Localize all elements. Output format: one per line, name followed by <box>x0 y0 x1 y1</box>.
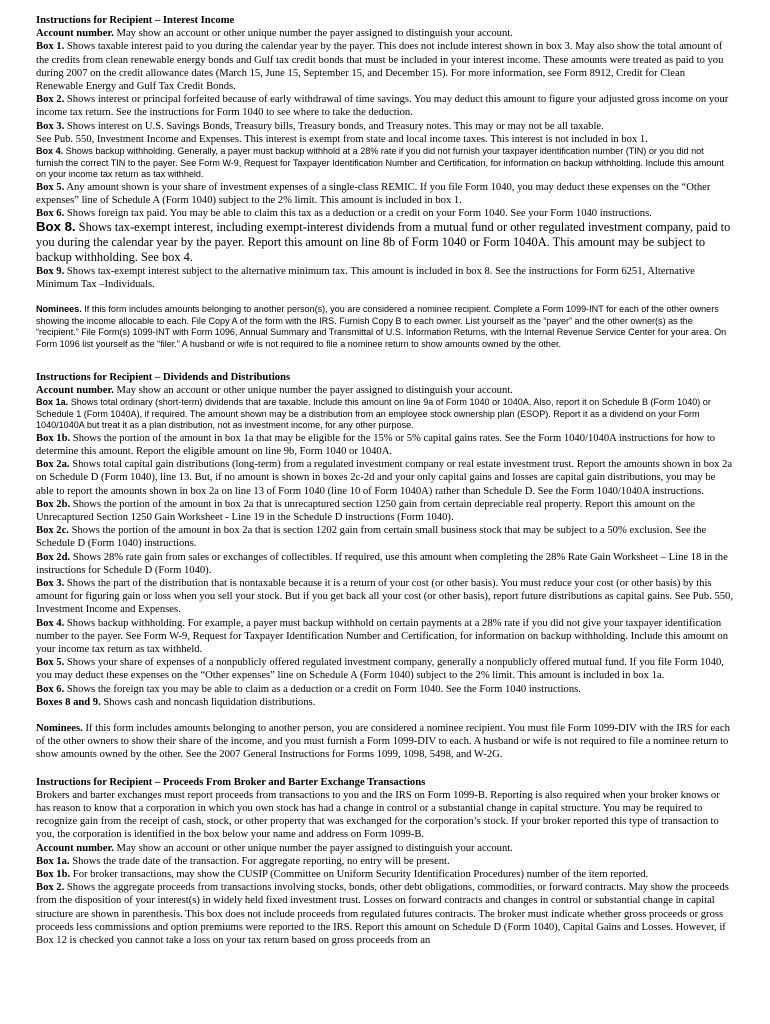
dividends-box6: Box 6. Shows the foreign tax you may be able to claim as a deduction or a credit on Form 1040. See the Form 1040 instructions. <box>36 683 581 695</box>
dividends-box1a: Box 1a. Shows total ordinary (short-term) dividends that are taxable. Include this amount on line 9a of Form 1040 or 1040A. Also, report it on Schedule B (Form 1040) or Schedule 1 (Form 1040A), if required. The amount shown may be a distribution from an employee stock ownership plan (ESOP). Report it as a dividend on your Form 1040/1040A but treat it as a plan distribution, not as investment income, for any other purpose. <box>36 397 711 431</box>
spacer <box>36 762 733 776</box>
dividends-box4: Box 4. Shows backup withholding. For example, a payer must backup withhold on certain payments at a 28% rate if you did not give your taxpayer identification number to the payer. See Form W-9, Request for Taxpayer Identification Number and Certification, for information on backup withholding. Include this amount on your income tax return as tax withheld. <box>36 617 729 656</box>
interest-box3: Box 3. Shows interest on U.S. Savings Bonds, Treasury bills, Treasury bonds, and Treasury notes. This may or may not be all taxable. <box>36 120 604 132</box>
dividends-box2b: Box 2b. Shows the portion of the amount in box 2a that is unrecaptured section 1250 gain from certain depreciable real property. Report this amount on the Unrecaptured Section 1250 Gain Worksheet - Line 19 in the Schedule D instructions (Form 1040). <box>36 498 695 523</box>
dividends-heading: Instructions for Recipient – Dividends and Distributions <box>36 371 291 383</box>
broker-heading: Instructions for Recipient – Proceeds From Broker and Barter Exchange Transactions <box>36 776 426 788</box>
interest-box4: Box 4. Shows backup withholding. Generally, a payer must backup withhold at a 28% rate if you did not furnish your taxpayer identification number (TIN) or you did not furnish the correct TIN to the payer. See Form W-9, Request for Taxpayer Identification Number and Certification, for information on backup withholding. Include this amount on your income tax return as tax withheld. <box>36 146 724 180</box>
dividends-box5: Box 5. Shows your share of expenses of a nonpublicly offered regulated investment company, generally a nonpublicly offered mutual fund. If you file Form 1040, you may deduct these expenses on the “Other expenses” line on Schedule A (Form 1040) subject to the 2% limit. This amount is included in box 1a. <box>36 657 724 682</box>
dividends-nominees: Nominees. If this form includes amounts belonging to another person, you are considered a nominee recipient. You must file Form 1099-DIV with the IRS for each of the other owners to show their share of the income, and you must furnish a Form 1099-DIV to each. A husband or wife is not required to file a nominee return to show amounts owned by the other. See the 2007 General Instructions for Forms 1099, 1098, 5498, and W-2G. <box>36 723 730 761</box>
broker-account-number: Account number. May show an account or other unique number the payer assigned to distinguish your account. <box>36 842 513 854</box>
interest-account-number: Account number. May show an account or other unique number the payer assigned to distinguish your account. <box>36 28 513 40</box>
dividends-box2c: Box 2c. Shows the portion of the amount in box 2a that is section 1202 gain from certain small business stock that may be subject to a 50% exclusion. See the Schedule D (Form 1040) instructions. <box>36 525 707 550</box>
broker-intro: Brokers and barter exchanges must report proceeds from transactions to you and the IRS on Form 1099-B. Reporting is also required when your broker knows or has reason to know that a corporation in which you own stock has had a change in control or a substantial change in capital structure. You may be required to recognize gain from the receipt of cash, stock, or other property that was exchanged for the corporation’s stock. If your broker reported this type of transaction to you, the corporation is identified in the box below your name and address on Form 1099-B. <box>36 789 720 841</box>
spacer <box>36 351 733 371</box>
interest-section <box>36 14 733 146</box>
dividends-section-cont <box>36 432 733 762</box>
interest-nominees: Nominees. If this form includes amounts belonging to another person(s), you are considered a nominee recipient. Complete a Form 1099-INT for each of the other owners showing the income allocable to each. File Copy A of the form with the IRS. Furnish Copy B to each owner. List yourself as the “payer” and the other owner(s) as the “recipient.” File Form(s) 1099-INT with Form 1096, Annual Summary and Transmittal of U.S. Information Returns, with the Internal Revenue Service Center for your area. On Form 1096 list yourself as the “filer.” A husband or wife is not required to file a nominee return to show amounts owned by the other. <box>36 304 727 349</box>
interest-box5: Box 5. Any amount shown is your share of investment expenses of a single-class REMIC. If you file Form 1040, you may deduct these expenses on the “Other expenses” line of Schedule A (Form 1040) subject to the 2% limit. This amount is included in box 1. <box>36 181 711 207</box>
interest-section-cont <box>36 181 733 221</box>
broker-box2: Box 2. Shows the aggregate proceeds from transactions involving stocks, bonds, other debt obligations, commodities, or forward contracts. May show the proceeds from the disposition of your interest(s) in widely held fixed investment trust. Losses on forward contracts and changes in control or substantial change in capital structure are shown in parenthesis. This box does not include proceeds from regulated futures contracts. The broker must indicate whether gross proceeds or gross proceeds less commissions and option premiums were reported to the IRS. Report this amount on Schedule D (Form 1040), Capital Gains and Losses. However, if Box 12 is checked you cannot take a loss on your tax return based on gross proceeds from an <box>36 882 729 947</box>
dividends-section <box>36 371 733 397</box>
interest-box9: Box 9. Shows tax-exempt interest subject to the alternative minimum tax. This amount is included in box 8. See the instructions for Form 6251, Alternative Minimum Tax –Individuals. <box>36 265 695 291</box>
dividends-box3: Box 3. Shows the part of the distribution that is nontaxable because it is a return of your cost (or other basis). You must reduce your cost (or other basis) by this amount for figuring gain or loss when you sell your stock. But if you get back all your cost (or other basis), report future distributions as capital gains. See Pub. 550, Investment Income and Expenses. <box>36 578 733 616</box>
dividends-box2d: Box 2d. Shows 28% rate gain from sales or exchanges of collectibles. If required, use this amount when completing the 28% Rate Gain Worksheet – Line 18 in the instructions for Schedule D (Form 1040). <box>36 551 728 576</box>
dividends-account-number: Account number. May show an account or other unique number the payer assigned to distinguish your account. <box>36 384 513 396</box>
broker-section <box>36 776 733 948</box>
interest-box9-wrap <box>36 265 733 291</box>
spacer <box>36 291 733 304</box>
interest-heading: Instructions for Recipient – Interest Income <box>36 15 235 26</box>
instructions-page <box>36 14 733 947</box>
spacer <box>36 709 733 722</box>
interest-box8: Box 8. Shows tax-exempt interest, including exempt-interest dividends from a mutual fund or other regulated investment company, paid to you during the calendar year by the payer. Report this amount on line 8b of Form 1040 or Form 1040A. This amount may be subject to backup withholding. See box 4. <box>36 219 731 265</box>
interest-box6: Box 6. Shows foreign tax paid. You may be able to claim this tax as a deduction or a credit on your Form 1040. See your Form 1040 instructions. <box>36 208 652 220</box>
dividends-box1b: Box 1b. Shows the portion of the amount in box 1a that may be eligible for the 15% or 5% capital gains rates. See the Form 1040/1040A instructions for how to determine this amount. Report the eligible amount on line 9b, Form 1040 or 1040A. <box>36 432 716 457</box>
interest-box3-cont: See Pub. 550, Investment Income and Expenses. This interest is exempt from state and local income taxes. This interest is not included in box 1. <box>36 133 648 145</box>
interest-box2: Box 2. Shows interest or principal forfeited because of early withdrawal of time savings. You may deduct this amount to figure your adjusted gross income on your income tax return. See the instructions for Form 1040 to see where to take the deduction. <box>36 94 729 119</box>
broker-box1b: Box 1b. For broker transactions, may show the CUSIP (Committee on Uniform Security Identification Procedures) number of the item reported. <box>36 869 649 881</box>
broker-box1a: Box 1a. Shows the trade date of the transaction. For aggregate reporting, no entry will be present. <box>36 855 450 867</box>
interest-box1: Box 1. Shows taxable interest paid to you during the calendar year by the payer. This does not include interest shown in box 3. May also show the total amount of the credits from clean renewable energy bonds and Gulf tax credit bonds that must be included in your interest income. These amounts were treated as paid to you during 2007 on the credit allowance dates (March 15, June 15, September 15, and December 15). For more information, see Form 8912, Credit for Clean Renewable Energy and Gulf Tax Credit Bonds. <box>36 41 724 93</box>
dividends-box8-9: Boxes 8 and 9. Shows cash and noncash liquidation distributions. <box>36 696 316 708</box>
dividends-box2a: Box 2a. Shows total capital gain distributions (long-term) from a regulated investment company or real estate investment trust. Report the amounts shown in box 2a on Schedule D (Form 1040), line 13. But, if no amount is shown in boxes 2c-2d and your only capital gains and losses are capital gain distributions, you may be able to report the amounts shown in box 2a on line 13 of Form 1040 (line 10 of Form 1040A) rather than Schedule D. See the Form 1040/1040A instructions. <box>36 459 733 497</box>
